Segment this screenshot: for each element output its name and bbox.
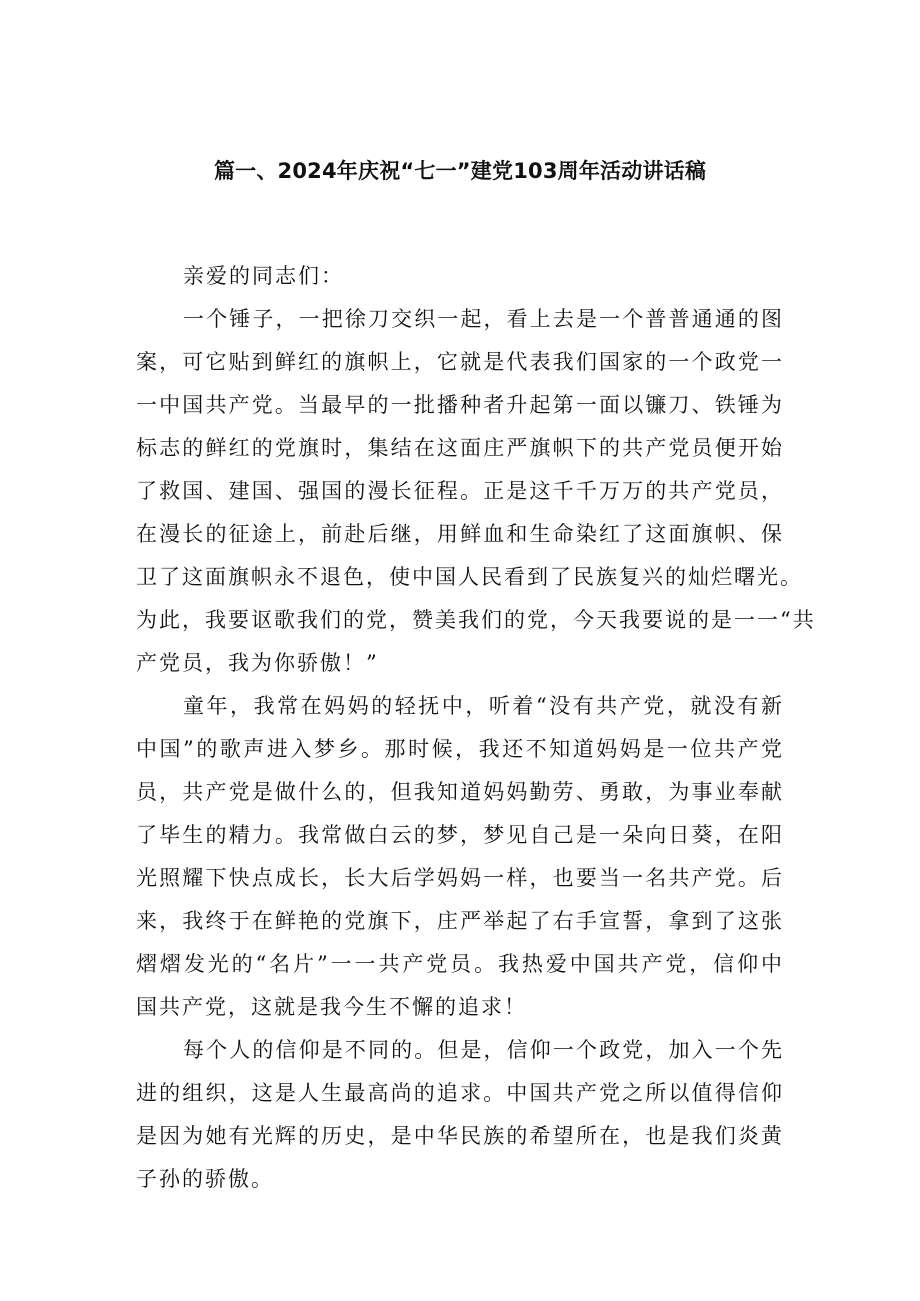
text-line: 中国”的歌声进入梦乡。那时候，我还不知道妈妈是一位共产党 bbox=[136, 737, 784, 761]
text-line: 一中国共产党。当最早的一批播种者升起第一面以镰刀、铁锤为 bbox=[136, 393, 784, 417]
text-line: 卫了这面旗帜永不退色，使中国人民看到了民族复兴的灿烂曙光。 bbox=[136, 565, 803, 589]
text-line: 子孙的骄傲。 bbox=[136, 1167, 274, 1191]
text-line: 员，共产党是做什么的，但我知道妈妈勤劳、勇敢，为事业奉献 bbox=[136, 780, 784, 804]
page-title: 篇一、2024年庆祝“七一”建党103周年活动讲话稿 bbox=[213, 159, 707, 183]
text-line: 了救国、建国、强国的漫长征程。正是这千千万万的共产党员， bbox=[136, 479, 784, 503]
text-line: 国共产党，这就是我今生不懈的追求！ bbox=[136, 995, 527, 1019]
text-line: 光照耀下快点成长，长大后学妈妈一样，也要当一名共产党。后 bbox=[136, 866, 784, 890]
text-line: 一个锤子，一把徐刀交织一起，看上去是一个普普通通的图 bbox=[183, 307, 784, 331]
text-line: 是因为她有光辉的历史，是中华民族的希望所在，也是我们炎黄 bbox=[136, 1124, 784, 1148]
text-line: 进的组织，这是人生最高尚的追求。中国共产党之所以值得信仰 bbox=[136, 1081, 784, 1105]
text-line: 来，我终于在鲜艳的党旗下，庄严举起了右手宣誓，拿到了这张 bbox=[136, 909, 784, 933]
text-line: 为此，我要讴歌我们的党，赞美我们的党，今天我要说的是一一“共 bbox=[136, 608, 816, 632]
text-line: 童年，我常在妈妈的轻抚中，听着“没有共产党，就没有新 bbox=[183, 694, 784, 718]
document-body bbox=[136, 255, 816, 1201]
text-line: 产党员，我为你骄傲！” bbox=[136, 651, 379, 675]
text-line: 标志的鲜红的党旗时，集结在这面庄严旗帜下的共产党员便开始 bbox=[136, 436, 784, 460]
text-line: 在漫长的征途上，前赴后继，用鲜血和生命染红了这面旗帜、保 bbox=[136, 522, 784, 546]
text-line: 了毕生的精力。我常做白云的梦，梦见自己是一朵向日葵，在阳 bbox=[136, 823, 784, 847]
text-line: 案，可它贴到鲜红的旗帜上，它就是代表我们国家的一个政党一 bbox=[136, 350, 784, 374]
text-line: 每个人的信仰是不同的。但是，信仰一个政党，加入一个先 bbox=[183, 1038, 784, 1062]
text-line: 亲爱的同志们： bbox=[183, 264, 344, 288]
text-line: 熠熠发光的“名片”一一共产党员。我热爱中国共产党，信仰中 bbox=[136, 952, 784, 976]
